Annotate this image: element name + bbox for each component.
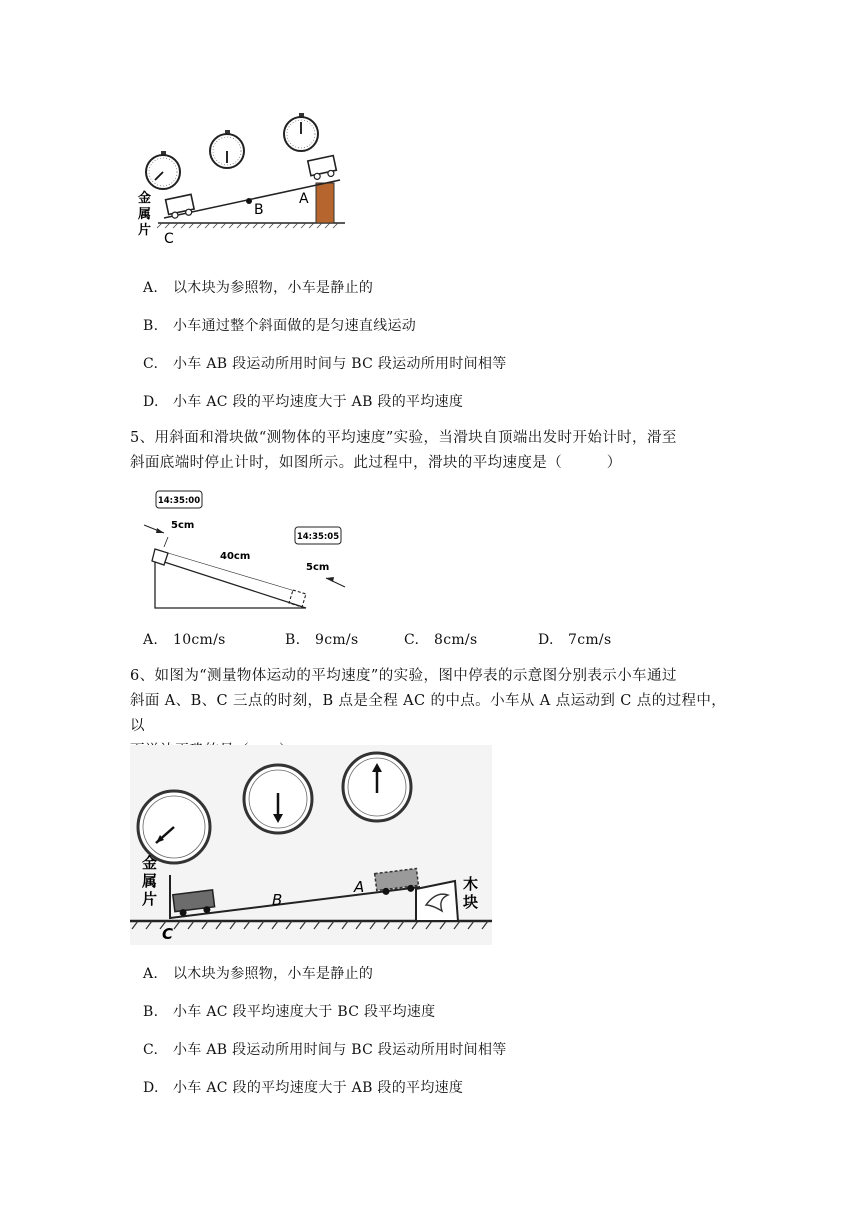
q5-stem-line: 5、用斜面和滑块做“测物体的平均速度”实验，当滑块自顶端出发时开始计时，滑至 bbox=[130, 430, 677, 446]
point-label-c: C bbox=[162, 925, 174, 943]
stopwatch-icon bbox=[138, 791, 210, 863]
q6-option-a: A. 以木块为参照物，小车是静止的 bbox=[143, 966, 374, 982]
q4-option-d: D. 小车 AC 段的平均速度大于 AB 段的平均速度 bbox=[143, 394, 464, 410]
timer-start-text: 14:35:00 bbox=[157, 496, 201, 506]
stopwatch-icon bbox=[244, 765, 312, 833]
q6-option-b: B. 小车 AC 段平均速度大于 BC 段平均速度 bbox=[143, 1004, 436, 1020]
q5-stem-line: 斜面底端时停止计时，如图所示。此过程中，滑块的平均速度是（ ） bbox=[130, 455, 622, 471]
q5-option-c: C. 8cm/s bbox=[404, 632, 478, 648]
len-label-track: 40cm bbox=[220, 551, 251, 562]
q5-option-d: D. 7cm/s bbox=[538, 632, 612, 648]
q5-option-a: A. 10cm/s bbox=[143, 632, 226, 648]
metal-label: 片 bbox=[138, 223, 152, 238]
metal-label: 片 bbox=[142, 890, 158, 908]
metal-label: 属 bbox=[138, 207, 152, 222]
q6-option-c: C. 小车 AB 段运动所用时间与 BC 段运动所用时间相等 bbox=[143, 1042, 507, 1058]
q5-stem bbox=[130, 426, 740, 476]
metal-label: 属 bbox=[142, 872, 158, 890]
len-label-bottom: 5cm bbox=[306, 562, 330, 573]
wood-label: 块 bbox=[463, 893, 479, 911]
metal-label: 金 bbox=[138, 191, 152, 206]
wood-block bbox=[416, 881, 458, 921]
q5-option-b: B. 9cm/s bbox=[285, 632, 359, 648]
q6-stem-line: 斜面 A、B、C 三点的时刻，B 点是全程 AC 的中点。小车从 A 点运动到 C 点的过程中，以 bbox=[130, 693, 727, 734]
stopwatch-icon bbox=[284, 113, 318, 151]
timer-end-text: 14:35:05 bbox=[296, 532, 340, 542]
stopwatch-icon bbox=[146, 151, 180, 189]
wood-block bbox=[316, 183, 334, 223]
len-label-top: 5cm bbox=[171, 520, 195, 531]
point-label-c: C bbox=[164, 231, 174, 247]
q4-option-c: C. 小车 AB 段运动所用时间与 BC 段运动所用时间相等 bbox=[143, 356, 507, 372]
figure-incline-stopwatches-2 bbox=[130, 745, 492, 945]
stopwatch-icon bbox=[210, 130, 244, 168]
q6-option-d: D. 小车 AC 段的平均速度大于 AB 段的平均速度 bbox=[143, 1080, 464, 1096]
figure-incline-stopwatches-1 bbox=[130, 110, 360, 250]
point-b-dot bbox=[246, 198, 252, 204]
metal-label: 金 bbox=[142, 854, 158, 872]
wood-label: 木 bbox=[463, 875, 479, 893]
figure-incline-slider bbox=[140, 487, 360, 612]
cart-icon bbox=[166, 194, 196, 219]
q4-option-b: B. 小车通过整个斜面做的是匀速直线运动 bbox=[143, 318, 417, 334]
stopwatch-icon bbox=[343, 753, 411, 821]
point-label-a: A bbox=[299, 191, 309, 207]
point-label-b: B bbox=[272, 891, 283, 909]
q6-stem-line: 6、如图为“测量物体运动的平均速度”的实验，图中停表的示意图分别表示小车通过 bbox=[130, 668, 677, 684]
q4-option-a: A. 以木块为参照物，小车是静止的 bbox=[143, 280, 374, 296]
cart-icon bbox=[308, 156, 338, 181]
point-label-a: A bbox=[354, 878, 365, 896]
incline-triangle bbox=[155, 559, 306, 608]
point-label-b: B bbox=[254, 202, 264, 218]
